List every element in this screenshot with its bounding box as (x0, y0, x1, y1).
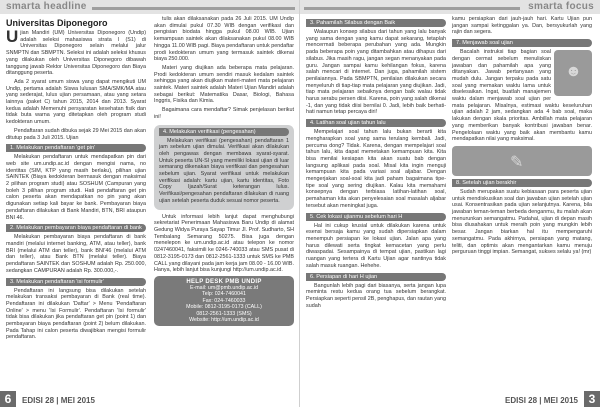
paragraph: kamu persiapkan dari jauh-jauh hari. Kartu Ujian pun jangan sampai ketinggalan ya. Dan, bersyukurlah yang rajin dan segera. (452, 16, 592, 36)
page-number: 6 (0, 391, 16, 407)
intro-text: jian Mandiri (UM) Universitas Diponegoro (Undip) adalah seleksi mahasiswa strata I (S1) di Universitas Diponegoro selain melalui jalur SNMPTN dan SBMPTN. Seleksi ini adalah seleksi khusus yang dilakukan oleh Universitas Diponegoro dibawah tanggung jawab Rektor Universitas Diponegoro dan Biaya ditanggung peserta. (6, 30, 146, 77)
student-photo (554, 50, 592, 96)
page-number: 3 (584, 391, 600, 407)
help-desk-box (154, 276, 294, 326)
help-desk-line: Fax: 024-7460033 (202, 297, 246, 304)
section-heading: 8. Setelah ujian berakhir (452, 179, 592, 187)
section-heading: 4. Latihan soal ujian tahun lalu (306, 119, 446, 127)
section-header: smarta headline (6, 1, 87, 12)
person-icon: ☻ (565, 63, 582, 81)
help-desk-line: 0812-2561-1333 (SMS) (196, 310, 252, 317)
paragraph: Mempelajari soal tahun lalu bukan berarti kita mengharapkan soal yang sama terulang kembali. Jadi, percuma dong? Tidak. Karena, dengan mempelajari soal tahun lalu, kita dapat memetakan kemampuan kita. Kita bisa menilai kesiapan kita akan suatu bab dengan langsung aplikasi pada soal. Misal kita ingin menguji kemampuan kita pada variasi soal aljabar. Dengan mengerjakan soal-soal kita jadi paham bagaimana tipe-tipe soal yang sering diujikan. Kalau kita memahami konsepnya dengan terbiasa latihan-latihan soal, pemahaman kita akan penyelesaian soal masalah aljabar tersebut akan meningkat juga. (306, 129, 446, 209)
exam-photo (452, 146, 592, 176)
help-desk-line: Telp: 024-7460041 (202, 291, 246, 298)
article-title: Universitas Diponegoro (6, 18, 108, 28)
paragraph: tulis akan dilaksanakan pada 26 Juli 2015. UM Undip akan dimulai pukul 07.30 WIB dengan verifikasi dan pengisian biodata hingga pukul 08.00 WIB. Ujian kemampuan saintek akan dilaksanakan pukul 08.00 WIB hingga 11.00 WIB pagi. Biaya pendaftaran untuk pendaftar prodi kedokteran umum yang termasuk saintek dikenai biaya 250.000. (154, 16, 294, 63)
paragraph: Bacalah instruksi tiap bagian soal dengan cermat sebelum menuliskan jawaban dan pahamilah apa yang ditanyakan. Jawab pertanyaan yang mudah dulu. Jangan terpaku pada satu soal yang memakan waktu lama untuk diselesaikan. Ingat, buatlah manajemen waktu dalam menjawab soal ujian per mata pelajaran. Misalnya, estimasi waktu keseluruhan ujian adalah 2 jam, sedangkan ada 4 bab soal, maka lakukan dengan skala prioritas. Ambillah mata pelajaran yang memberikan banyak kontribusi jawaban benar. Pengelolaan waktu yang baik akan membantu kamu mendapatkan nilai yang maksimal. (452, 49, 592, 143)
paragraph: Bagaimana cara mendaftar? Simak penjelasan berikut ini! (154, 107, 294, 120)
paragraph: Pendaftaran sudah dibuka sejak 29 Mei 2015 dan akan ditutup pada 3 Juli 2015. Ujian (6, 127, 146, 141)
left-column-1 (6, 16, 146, 343)
paragraph: Materi yang diujikan ada beberapa mata pelajaran. Prodi kedokteran umum sendiri masuk kedalam saintek sehingga yang akan diujikan materi-materi mata pelajaran saintek. Materi saintek adalah Materi Ujian Mandiri adalah sebagai berikut: Matematika Dasar, Biologi, Bahasa Inggris, Fisika dan Kimia. (154, 64, 294, 105)
help-desk-line: Mobile: 0812-3195-0173 (CALL) (186, 304, 262, 311)
right-page (300, 0, 600, 407)
left-column-2 (154, 16, 294, 326)
paragraph: Melakukan pendaftaran untuk mendapatkan pin dari web site um.undip.ac.id dengan mengisi nama, no identitas (SIM, KTP yang masih berlaku), pilihan ujian SAINTEK (Biaya kedokteran bermasuk dengan maksimal 2 pilihan program studi) atau SOSHUM (Campuran yang boleh 3 pilihan program studi. Hati pendaftaran get pin calon peserta akan mendapatkan no pin yang akan digunakan setiap kali bayar ke bank. Pembayaran biaya pendaftaran dilakukan di Bank Mandiri, BTN, BRI ataupun BNI 46. (6, 154, 146, 221)
page-footer (300, 391, 600, 407)
paragraph: Hal ini cukup krusial untuk dilakukan karena untuk esensi bersaja kamu yang sudah dipersiapkan dalam menempuh persiapan ke lokasi ujian. Jalan apa yang harus dilewati serta tingkat kemacetan yang perlu diwaspadai. Sesampainya di tempat ujian, pastikan lagi ruangan yang tertera di Kartu Ujian agar nantinya tidak salah masuk ruangan. Hehehe. (306, 222, 446, 269)
help-desk-line: Website: http://um.undip.ac.id (189, 316, 259, 323)
paragraph: Melakukan verifikasi (pengesahan) pendaftaran 1 jam sebelum ujian dimulai. Verifikasi akan dilakukan oleh pengawas dengan membawa syarat-syarat. Untuk peserta UN-SI yang memiliki lokasi ujian di luar semarang dikenakan biaya verifikasi dan pengesahan sebelum ujian. Syarat verifikasi untuk melakukan verifikasi adalah: kartu ujian, kartu identitas, Foto Copy Ijazah/Surat keterangan lulus. Verifikasi/pengesahan pendaftaran dilakukan di ruang ujian setelah peserta duduk sesuai nomor peserta. (159, 137, 289, 204)
pencil-icon: ✎ (510, 153, 524, 171)
header-rule (304, 7, 520, 10)
section-heading: 7. Menjawab soal ujian (452, 39, 592, 47)
edition-label: EDISI 28 | MEI 2015 (505, 396, 578, 405)
section-heading: 4. Melakukan verifikasi (pengesahan) (159, 128, 289, 136)
section-heading: 2. Melakukan pembayaran biaya pendaftaran di bank (6, 224, 146, 232)
paragraph: Ada 2 syarat umum siswa yang dapat mengikuti UM Undip, pertama adalah Siswa lulusan SMA/SMK/MA atau yang sederajat, lulus ujian persamaan, atau yang setara lainnya (paket C) tahun 2015, 2014 dan 2013. Syarat kedua adalah Memenuhi persyaratan kesehatan fisik dan tidak buta warna yang ditetapkan oleh program studi kedokteran umum. (6, 78, 146, 126)
section-heading: 3. Melakukan pendaftaran 'isi formulir' (6, 278, 146, 286)
paragraph: Untuk informasi lebih lanjut dapat menghubungi sekretariat Penerimaan Mahasiswa Baru Undip di alamat Gedung Widya Puraya Sayap Timur Jl. Prof. Sudharto, SH Tembalang Semarang 50275. Bisa juga dengan menelepon ke um.undip.ac.id atau telepon ke nomor 0247460041, faksimili ke 0246-740033 atau SMS pusat di 0812-3195-0173 dan 0812-2561-1333 untuk SMS ke PMB CALL yang dilayani pada jam kerja jam 08.00 - 16.00 WIB. Hanya, lebih lanjut bisa kunjungi http://um.undip.ac.id. (154, 213, 294, 274)
section-heading: 5. Cek lokasi ujianmu sebelum hari H (306, 213, 446, 221)
paragraph: Sudah merupakan suatu kebiasaan para peserta ujian untuk mendiskusikan soal dan jawaban ujian setelah ujian usai. Konsentrasikan pada ujian selanjutnya. Karena, bila jawaban teman-teman berbeda denganmu, itu malah akan menurunkan semangatmu. Padahal, ujian di depan masih bisa diusahakan untuk meraih poin yang mungkin lebih besar. Jangan biarkan hal itu mempengaruhi semangatmu. Pada akhirnya, persiapan yang matang, teliti, dan optimis akan mengantarkan kamu menuju perguruan tinggi impian. Semangat, sukses selalu ya! (mr) (452, 188, 592, 256)
paragraph: Bangunlah lebih pagi dari biasanya, serta jangan lupa meminta restu kedua orang tua sebelum berangkat. Persiapkan seperti pensil 2B, penghapus, dan rautan yang sudah (306, 282, 446, 309)
edition-label: EDISI 28 | MEI 2015 (22, 396, 95, 405)
page-header (0, 0, 299, 14)
section-heading: 6. Persiapan di hari H ujian (306, 273, 446, 281)
help-desk-line: E-mail: um@pmb.undip.ac.id (189, 284, 259, 291)
page-header (300, 0, 600, 14)
intro-paragraph (6, 27, 146, 77)
right-column-2 (452, 16, 592, 258)
section-heading: 3. Pahamilah Silabus dengan Baik (306, 19, 446, 27)
paragraph: Melakukan pembayaran biaya pendaftaran di bank mandiri (melalui internet banking, ATM, atau teller), bank BRI (melalui ATM dan teller), bank BNI'46 (melalui ATM dan teller), atau Bank BTN (melalui teller). Biaya pendaftaran SAINTEK dan SOSHUM adalah Rp. 250.000, sedangkan CAMPURAN adalah Rp. 300.000,-. (6, 234, 146, 274)
help-desk-title: HELP DESK PMB UNDIP (186, 278, 262, 285)
info-box (154, 125, 294, 210)
dropcap: U (6, 27, 19, 46)
page-footer (0, 391, 299, 407)
paragraph: Pendaftaran ini langsung bisa dilakukan setelah melakukan transaksi pembayaran di Bank (real time). Pendaftaran ini dilakukan 'Daftar' > Menu 'Pendaftaran Online' > menu 'Isi Formulir'. Pendaftaran 'Isi formulir' tidak bisa dilakukan jika pendaftaran get pin (point 1) dan pembayaran biaya pendaftaran (point 2) belum dilakukan. Pada Tahap ini calon peserta diwajibkan mengisi formulir pendaftaran. (6, 287, 146, 341)
section-header: smarta focus (528, 1, 594, 12)
header-rule (92, 7, 295, 10)
right-column-1 (306, 16, 446, 311)
section-heading: 1. Melakukan pendaftaran 'get pin' (6, 144, 146, 152)
paragraph: Walaupun konsep silabus dari tahun yang lalu banyak yang sama dengan yang kamu dapat sekarang, tetaplah mencermati beberapa perubahan yang ada. Mungkin pada beberapa poin yang ditambahkan atau dihapus dari silabus. Jika masih ragu, jangan segan menanyakan pada guru. Jangan sampai kamu kehilangan fokus, karena salah mencari di internet. Dan juga, pahamilah sistem penilaiannya. Pada SBMPTN, penilaian dilakukan secara menyeluruh di tiap-tiap mata pelajaran yang diujikan. Jadi, tiap mata pelajaran sebaiknya dengan baik walau tidak harus serabu persen diisi. Karena, poin yang salah dikenai -1, dan yang tidak diisi bernilai 0. Jadi, lebih baik berhati-hati namun tetap percaya diri! (306, 29, 446, 116)
